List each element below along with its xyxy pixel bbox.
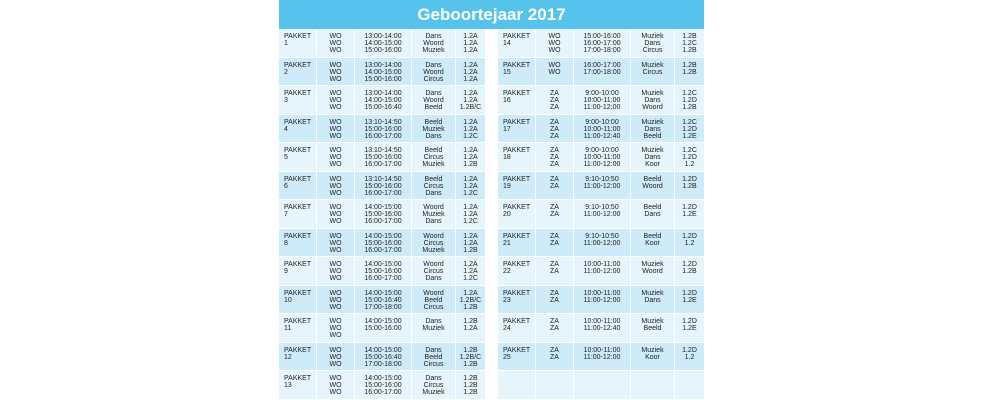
group-cell: 1.2A 1.2A 1.2B/C xyxy=(456,86,485,114)
day-cell: ZA ZA xyxy=(536,229,574,257)
schedule-sheet xyxy=(279,0,704,400)
time-cell: 9:00-10:00 10:00-11:00 11:00-12:00 xyxy=(574,86,631,114)
activity-cell: Muziek Circus xyxy=(631,58,675,86)
time-cell: 10:00-11:00 11:00-12:40 xyxy=(574,314,631,342)
table-row xyxy=(279,314,485,343)
group-cell: 1.2A 1.2A 1.2C xyxy=(456,200,485,228)
group-cell: 1.2D 1.2B xyxy=(675,257,704,285)
group-cell: 1.2C 1.2D 1.2B xyxy=(675,86,704,114)
day-cell: WO WO WO xyxy=(536,29,574,57)
day-cell: WO WO xyxy=(536,58,574,86)
pakket-cell: PAKKET 5 xyxy=(279,143,317,171)
pakket-cell: PAKKET 1 xyxy=(279,29,317,57)
pakket-cell: PAKKET 2 xyxy=(279,58,317,86)
table-row xyxy=(279,58,485,87)
pakket-cell: PAKKET 4 xyxy=(279,115,317,143)
time-cell: 15:00-16:00 16:00-17:00 17:00-18:00 xyxy=(574,29,631,57)
table-row xyxy=(498,58,704,87)
time-cell: 16:00-17:00 17:00-18:00 xyxy=(574,58,631,86)
activity-cell: Woord Beeld Circus xyxy=(412,286,456,314)
group-cell: 1.2B 1.2B/C 1.2B xyxy=(456,343,485,371)
group-cell: 1.2C 1.2D 1.2E xyxy=(675,115,704,143)
activity-cell: Muziek Beeld xyxy=(631,314,675,342)
day-cell: ZA ZA ZA xyxy=(536,115,574,143)
group-cell: 1.2D 1.2E xyxy=(675,314,704,342)
table-row xyxy=(498,257,704,286)
time-cell: 9:00-10:00 10:00-11:00 11:00-12:00 xyxy=(574,143,631,171)
group-cell: 1.2A 1.2A 1.2A xyxy=(456,29,485,57)
group-cell: 1.2B 1.2A xyxy=(456,314,485,342)
group-cell: 1.2B 1.2B 1.2B xyxy=(456,371,485,399)
time-cell: 10:00-11:00 11:00-12:00 xyxy=(574,343,631,371)
group-cell: 1.2B 1.2B xyxy=(675,58,704,86)
time-cell xyxy=(574,371,631,399)
group-cell xyxy=(675,371,704,399)
day-cell: WO WO WO xyxy=(317,200,355,228)
pakket-cell: PAKKET 7 xyxy=(279,200,317,228)
activity-cell xyxy=(631,371,675,399)
group-cell: 1.2D 1.2E xyxy=(675,200,704,228)
pakket-cell: PAKKET 16 xyxy=(498,86,536,114)
pakket-cell: PAKKET 19 xyxy=(498,172,536,200)
group-cell: 1.2D 1.2B xyxy=(675,172,704,200)
table-row xyxy=(498,314,704,343)
pakket-cell: PAKKET 8 xyxy=(279,229,317,257)
time-cell: 13:10-14:50 15:00-16:00 16:00-17:00 xyxy=(355,115,412,143)
time-cell: 13:00-14:00 14:00-15:00 15:00-16:00 xyxy=(355,29,412,57)
time-cell: 14:00-15:00 15:00-16:00 16:00-17:00 xyxy=(355,200,412,228)
group-cell: 1.2A 1.2A 1.2B xyxy=(456,143,485,171)
activity-cell: Dans Circus Muziek xyxy=(412,371,456,399)
schedule-column-left xyxy=(279,29,485,400)
pakket-cell: PAKKET 12 xyxy=(279,343,317,371)
activity-cell: Dans Woord Muziek xyxy=(412,29,456,57)
time-cell: 14:00-15:00 15:00-16:40 17:00-18:00 xyxy=(355,286,412,314)
time-cell: 13:00-14:00 14:00-15:00 15:00-16:00 xyxy=(355,58,412,86)
time-cell: 9:10-10:50 11:00-12:00 xyxy=(574,229,631,257)
table-row xyxy=(498,286,704,315)
pakket-cell: PAKKET 24 xyxy=(498,314,536,342)
table-row xyxy=(498,200,704,229)
day-cell: ZA ZA xyxy=(536,200,574,228)
table-row xyxy=(279,143,485,172)
activity-cell: Beeld Circus Muziek xyxy=(412,143,456,171)
pakket-cell: PAKKET 17 xyxy=(498,115,536,143)
day-cell: ZA ZA ZA xyxy=(536,143,574,171)
activity-cell: Muziek Dans xyxy=(631,286,675,314)
table-row xyxy=(498,29,704,58)
day-cell: ZA ZA xyxy=(536,257,574,285)
group-cell: 1.2D 1.2E xyxy=(675,286,704,314)
group-cell: 1.2A 1.2A 1.2C xyxy=(456,115,485,143)
pakket-cell: PAKKET 13 xyxy=(279,371,317,399)
table-row xyxy=(279,29,485,58)
pakket-cell: PAKKET 15 xyxy=(498,58,536,86)
activity-cell: Muziek Dans Beeld xyxy=(631,115,675,143)
table-row xyxy=(279,286,485,315)
table-row xyxy=(498,172,704,201)
activity-cell: Beeld Circus Dans xyxy=(412,172,456,200)
table-row xyxy=(498,143,704,172)
activity-cell: Muziek Woord xyxy=(631,257,675,285)
time-cell: 14:00-15:00 15:00-16:00 16:00-17:00 xyxy=(355,229,412,257)
pakket-cell: PAKKET 10 xyxy=(279,286,317,314)
page-title: Geboortejaar 2017 xyxy=(279,0,704,29)
table-row xyxy=(279,371,485,400)
time-cell: 14:00-15:00 15:00-16:00 16:00-17:00 xyxy=(355,257,412,285)
activity-cell: Muziek Dans Koor xyxy=(631,143,675,171)
day-cell: WO WO WO xyxy=(317,314,355,342)
activity-cell: Woord Muziek Dans xyxy=(412,200,456,228)
day-cell: ZA ZA ZA xyxy=(536,86,574,114)
day-cell: WO WO WO xyxy=(317,371,355,399)
day-cell: WO WO WO xyxy=(317,86,355,114)
table-row xyxy=(279,172,485,201)
time-cell: 13:00-14:00 14:00-15:00 15:00-16:40 xyxy=(355,86,412,114)
table-row xyxy=(498,115,704,144)
activity-cell: Woord Circus Muziek xyxy=(412,229,456,257)
activity-cell: Dans Muziek xyxy=(412,314,456,342)
group-cell: 1.2A 1.2A 1.2C xyxy=(456,257,485,285)
pakket-cell: PAKKET 11 xyxy=(279,314,317,342)
pakket-cell: PAKKET 22 xyxy=(498,257,536,285)
time-cell: 10:00-11:00 11:00-12:00 xyxy=(574,257,631,285)
activity-cell: Woord Circus Dans xyxy=(412,257,456,285)
activity-cell: Dans Woord Beeld xyxy=(412,86,456,114)
activity-cell: Muziek Dans Circus xyxy=(631,29,675,57)
activity-cell: Beeld Koor xyxy=(631,229,675,257)
time-cell: 14:00-15:00 15:00-16:00 16:00-17:00 xyxy=(355,371,412,399)
pakket-cell: PAKKET 6 xyxy=(279,172,317,200)
group-cell: 1.2A 1.2A 1.2C xyxy=(456,172,485,200)
day-cell: WO WO WO xyxy=(317,286,355,314)
day-cell: WO WO WO xyxy=(317,257,355,285)
time-cell: 9:10-10:50 11:00-12:00 xyxy=(574,200,631,228)
day-cell: ZA ZA xyxy=(536,343,574,371)
day-cell: WO WO WO xyxy=(317,29,355,57)
day-cell: WO WO WO xyxy=(317,143,355,171)
table-row xyxy=(279,343,485,372)
time-cell: 13:10-14:50 15:00-16:00 16:00-17:00 xyxy=(355,172,412,200)
empty-row xyxy=(498,371,704,400)
pakket-cell: PAKKET 3 xyxy=(279,86,317,114)
day-cell: WO WO WO xyxy=(317,229,355,257)
group-cell: 1.2B 1.2C 1.2B xyxy=(675,29,704,57)
time-cell: 9:00-10:00 10:00-11:00 11:00-12:40 xyxy=(574,115,631,143)
day-cell: WO WO WO xyxy=(317,343,355,371)
pakket-cell: PAKKET 21 xyxy=(498,229,536,257)
day-cell: WO WO WO xyxy=(317,115,355,143)
activity-cell: Muziek Dans Woord xyxy=(631,86,675,114)
group-cell: 1.2A 1.2A 1.2B xyxy=(456,229,485,257)
activity-cell: Dans Woord Circus xyxy=(412,58,456,86)
table-row xyxy=(498,229,704,258)
table-row xyxy=(279,200,485,229)
group-cell: 1.2D 1.2 xyxy=(675,343,704,371)
group-cell: 1.2A 1.2A 1.2A xyxy=(456,58,485,86)
table-row xyxy=(279,229,485,258)
pakket-cell: PAKKET 14 xyxy=(498,29,536,57)
activity-cell: Muziek Koor xyxy=(631,343,675,371)
activity-cell: Dans Beeld Circus xyxy=(412,343,456,371)
activity-cell: Beeld Dans xyxy=(631,200,675,228)
pakket-cell: PAKKET 18 xyxy=(498,143,536,171)
activity-cell: Beeld Woord xyxy=(631,172,675,200)
pakket-cell: PAKKET 9 xyxy=(279,257,317,285)
table-row xyxy=(279,115,485,144)
day-cell: ZA ZA xyxy=(536,314,574,342)
time-cell: 14:00-15:00 15:00-16:40 17:00-18:00 xyxy=(355,343,412,371)
day-cell: ZA ZA xyxy=(536,172,574,200)
day-cell: ZA ZA xyxy=(536,286,574,314)
day-cell: WO WO WO xyxy=(317,172,355,200)
pakket-cell: PAKKET 20 xyxy=(498,200,536,228)
group-cell: 1.2C 1.2D 1.2 xyxy=(675,143,704,171)
group-cell: 1.2D 1.2 xyxy=(675,229,704,257)
table-row xyxy=(279,86,485,115)
pakket-cell: PAKKET 23 xyxy=(498,286,536,314)
day-cell xyxy=(536,371,574,399)
day-cell: WO WO WO xyxy=(317,58,355,86)
table-row xyxy=(498,86,704,115)
pakket-cell xyxy=(498,371,536,399)
group-cell: 1.2A 1.2B/C 1.2B xyxy=(456,286,485,314)
time-cell: 9:10-10:50 11:00-12:00 xyxy=(574,172,631,200)
pakket-cell: PAKKET 25 xyxy=(498,343,536,371)
time-cell: 14:00-15:00 15:00-16:00 xyxy=(355,314,412,342)
schedule-column-right xyxy=(498,29,704,400)
table-row xyxy=(279,257,485,286)
activity-cell: Beeld Muziek Dans xyxy=(412,115,456,143)
time-cell: 13:10-14:50 15:00-16:00 16:00-17:00 xyxy=(355,143,412,171)
time-cell: 10:00-11:00 11:00-12:00 xyxy=(574,286,631,314)
table-row xyxy=(498,343,704,372)
